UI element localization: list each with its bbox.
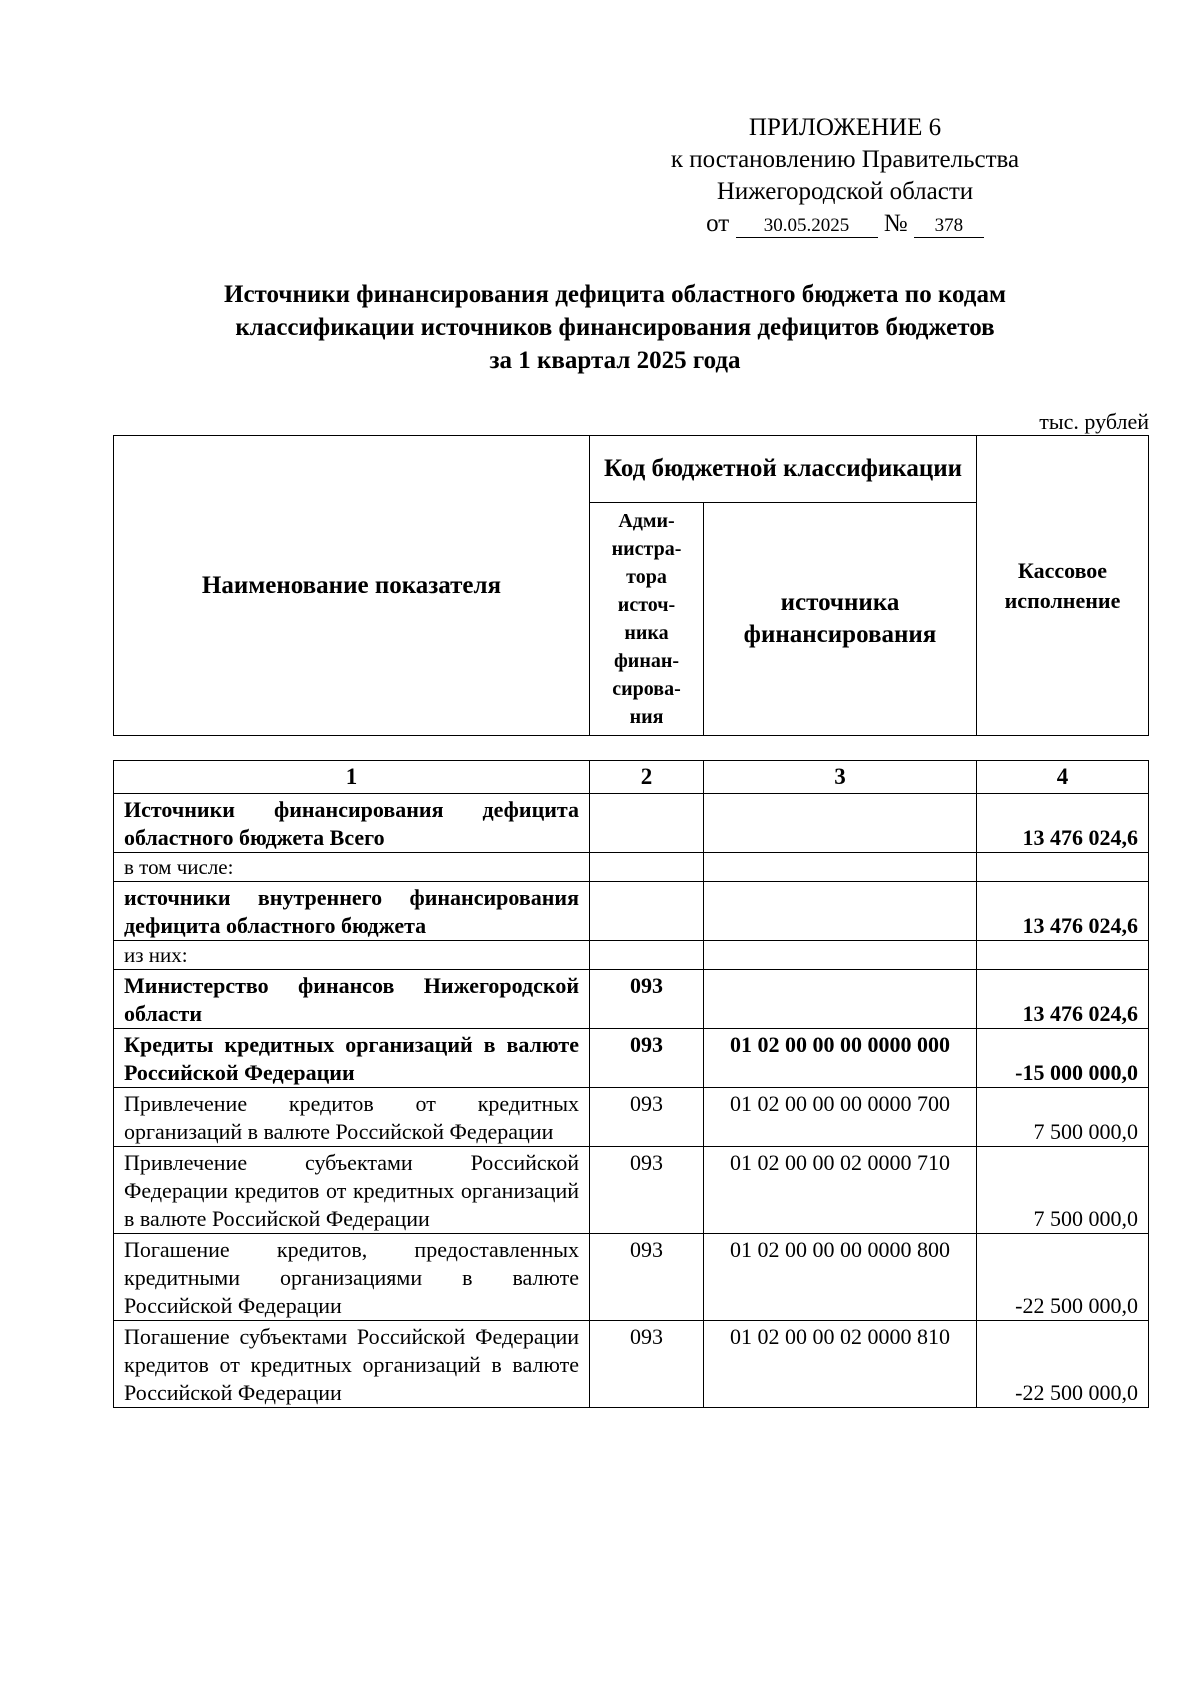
appendix-line-2: Нижегородской области [716, 178, 974, 205]
row-source-code: 01 02 00 00 00 0000 700 [704, 1088, 977, 1147]
row-name: Кредиты кредитных организаций в валюте Российской Федерации [114, 1029, 590, 1088]
row-value: 7 500 000,0 [977, 1147, 1149, 1234]
header-source: источника финансирования [704, 503, 977, 736]
row-admin-code [590, 941, 704, 970]
from-label: от [706, 210, 730, 237]
row-name: Привлечение кредитов от кредитных организаций в валюте Российской Федерации [114, 1088, 590, 1147]
row-source-code: 01 02 00 00 00 0000 000 [704, 1029, 977, 1088]
document-title [110, 278, 1120, 377]
row-source-code: 01 02 00 00 00 0000 800 [704, 1234, 977, 1321]
appendix-line-1: к постановлению Правительства [670, 146, 1020, 173]
appendix-date-line [620, 208, 1070, 240]
table-row [114, 970, 1149, 1029]
row-value: 7 500 000,0 [977, 1088, 1149, 1147]
row-source-code [704, 970, 977, 1029]
appendix-block [620, 112, 1070, 240]
row-value: -15 000 000,0 [977, 1029, 1149, 1088]
row-name: Погашение кредитов, предоставленных кредитными организациями в валюте Российской Федерации [114, 1234, 590, 1321]
data-table [113, 760, 1149, 1408]
table-row [114, 941, 1149, 970]
row-source-code [704, 794, 977, 853]
row-value: 13 476 024,6 [977, 970, 1149, 1029]
table-row [114, 882, 1149, 941]
header-name: Наименование показателя [114, 436, 590, 736]
row-source-code [704, 882, 977, 941]
title-line-1: Источники финансирования дефицита областного бюджета по кодам [224, 281, 1006, 308]
row-admin-code: 093 [590, 1234, 704, 1321]
table-body [114, 794, 1149, 1408]
row-name: из них: [114, 941, 590, 970]
row-value: 13 476 024,6 [977, 794, 1149, 853]
number-label: № [883, 210, 908, 237]
row-name: в том числе: [114, 853, 590, 882]
table-row [114, 1321, 1149, 1408]
row-name: Погашение субъектами Российской Федерации кредитов от кредитных организаций в валюте Российской Федерации [114, 1321, 590, 1408]
title-line-3: за 1 квартал 2025 года [489, 347, 741, 374]
row-source-code [704, 941, 977, 970]
row-admin-code: 093 [590, 970, 704, 1029]
column-number-row [114, 761, 1149, 794]
row-value: -22 500 000,0 [977, 1234, 1149, 1321]
appendix-title: ПРИЛОЖЕНИЕ 6 [748, 114, 942, 141]
row-name: источники внутреннего финансирования дефицита областного бюджета [114, 882, 590, 941]
row-source-code [704, 853, 977, 882]
row-admin-code [590, 882, 704, 941]
header-admin: Адми-нистра-тора источ-ника финан-сирова-ния [590, 503, 704, 736]
row-admin-code: 093 [590, 1088, 704, 1147]
row-value [977, 853, 1149, 882]
column-number: 4 [977, 761, 1149, 794]
table-row [114, 1234, 1149, 1321]
table-row [114, 794, 1149, 853]
table-header [113, 435, 1149, 736]
table-row [114, 1088, 1149, 1147]
row-value [977, 941, 1149, 970]
table-row [114, 1029, 1149, 1088]
table-row [114, 853, 1149, 882]
row-admin-code: 093 [590, 1147, 704, 1234]
resolution-date: 30.05.2025 [736, 215, 878, 238]
row-name: Министерство финансов Нижегородской области [114, 970, 590, 1029]
column-number: 2 [590, 761, 704, 794]
row-admin-code [590, 853, 704, 882]
column-number: 3 [704, 761, 977, 794]
row-admin-code: 093 [590, 1321, 704, 1408]
title-line-2: классификации источников финансирования дефицитов бюджетов [235, 314, 995, 341]
row-name: Привлечение субъектами Российской Федерации кредитов от кредитных организаций в валюте Российской Федерации [114, 1147, 590, 1234]
header-cash: Кассовое исполнение [977, 436, 1149, 736]
row-value: 13 476 024,6 [977, 882, 1149, 941]
units-label: тыс. рублей [1039, 409, 1149, 434]
row-name: Источники финансирования дефицита областного бюджета Всего [114, 794, 590, 853]
column-number: 1 [114, 761, 590, 794]
row-source-code: 01 02 00 00 02 0000 710 [704, 1147, 977, 1234]
row-value: -22 500 000,0 [977, 1321, 1149, 1408]
row-admin-code: 093 [590, 1029, 704, 1088]
row-admin-code [590, 794, 704, 853]
table-row [114, 1147, 1149, 1234]
resolution-number: 378 [914, 215, 984, 238]
header-code-group: Код бюджетной классификации [590, 436, 977, 503]
row-source-code: 01 02 00 00 02 0000 810 [704, 1321, 977, 1408]
